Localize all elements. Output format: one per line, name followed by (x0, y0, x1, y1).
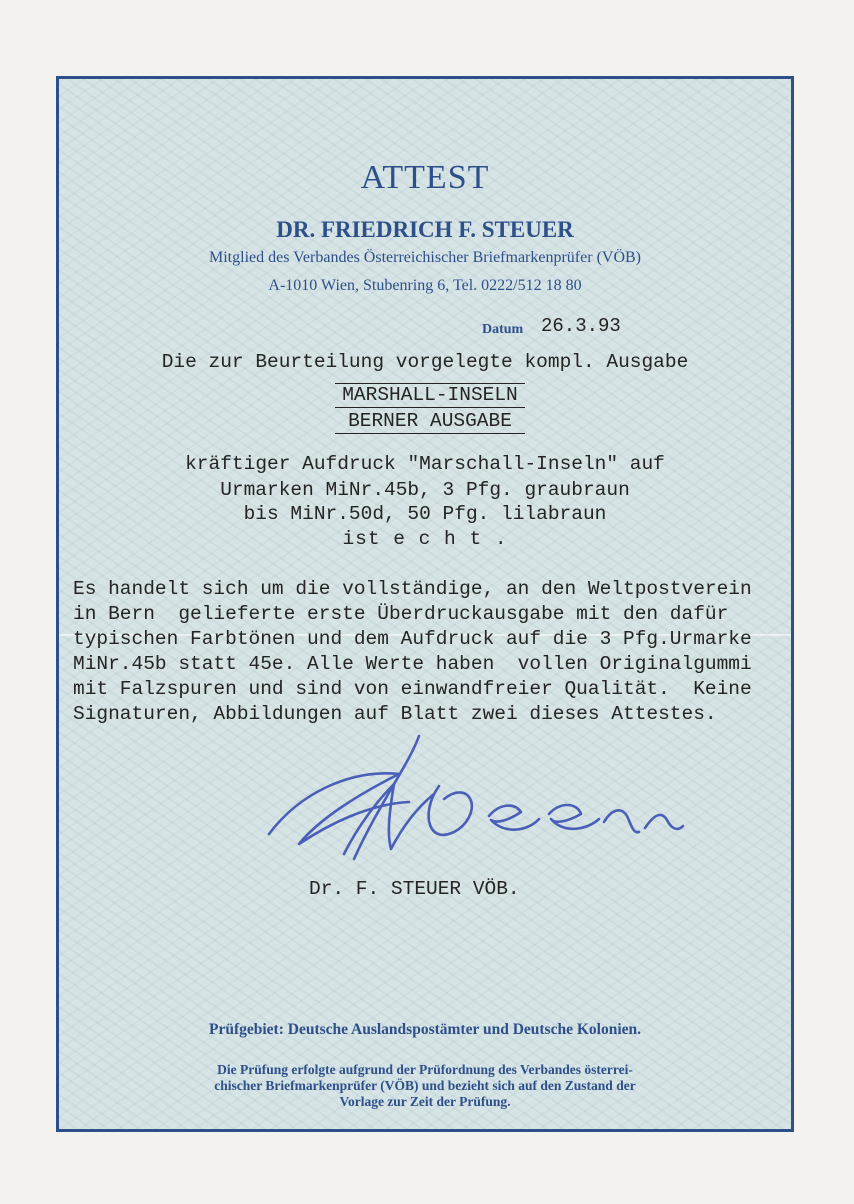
footer-line: chischer Briefmarkenprüfer (VÖB) und bezieht sich auf den Zustand der (214, 1078, 636, 1093)
paragraph-line: typischen Farbtönen und dem Aufdruck auf die 3 Pfg.Urmarke (73, 628, 752, 650)
footer-line: Vorlage zur Zeit der Prüfung. (339, 1094, 511, 1109)
datum-label: Datum (482, 322, 524, 337)
paragraph-line: Signaturen, Abbildungen auf Blatt zwei dieses Attestes. (73, 703, 717, 725)
intro-line: Die zur Beurteilung vorgelegte kompl. Ausgabe (161, 351, 689, 373)
paragraph-line: Es handelt sich um die vollständige, an den Weltpostverein (73, 578, 752, 600)
address-line: A-1010 Wien, Stubenring 6, Tel. 0222/512 18 80 (268, 277, 582, 294)
description-line: Urmarken MiNr.45b, 3 Pfg. graubraun (220, 479, 630, 501)
examination-field: Prüfgebiet: Deutsche Auslandspostämter und Deutsche Kolonien. (208, 1021, 641, 1038)
signer-name: Dr. F. STEUER VÖB. (309, 878, 520, 900)
examiner-name: DR. FRIEDRICH F. STEUER (276, 217, 574, 242)
issue-name: MARSHALL-INSELN (335, 383, 525, 408)
description-line: bis MiNr.50d, 50 Pfg. lilabraun (243, 503, 607, 525)
description-line: ist e c h t . (342, 528, 508, 550)
footer-line: Die Prüfung erfolgte aufgrund der Prüfordnung des Verbandes österrei- (217, 1062, 633, 1077)
certificate-title: ATTEST (360, 159, 490, 196)
datum-value: 26.3.93 (541, 315, 621, 337)
description-line: kräftiger Aufdruck "Marschall-Inseln" auf (185, 453, 665, 475)
paragraph-line: MiNr.45b statt 45e. Alle Werte haben vollen Originalgummi (73, 653, 752, 675)
handwritten-signature (259, 724, 689, 874)
issue-subtitle: BERNER AUSGABE (335, 409, 525, 434)
membership-line: Mitglied des Verbandes Österreichischer Briefmarkenprüfer (VÖB) (209, 249, 641, 266)
certificate-frame (56, 76, 794, 1132)
paragraph-line: in Bern gelieferte erste Überdruckausgabe mit den dafür (73, 603, 729, 625)
paragraph-line: mit Falzspuren und sind von einwandfreier Qualität. Keine (73, 678, 752, 700)
